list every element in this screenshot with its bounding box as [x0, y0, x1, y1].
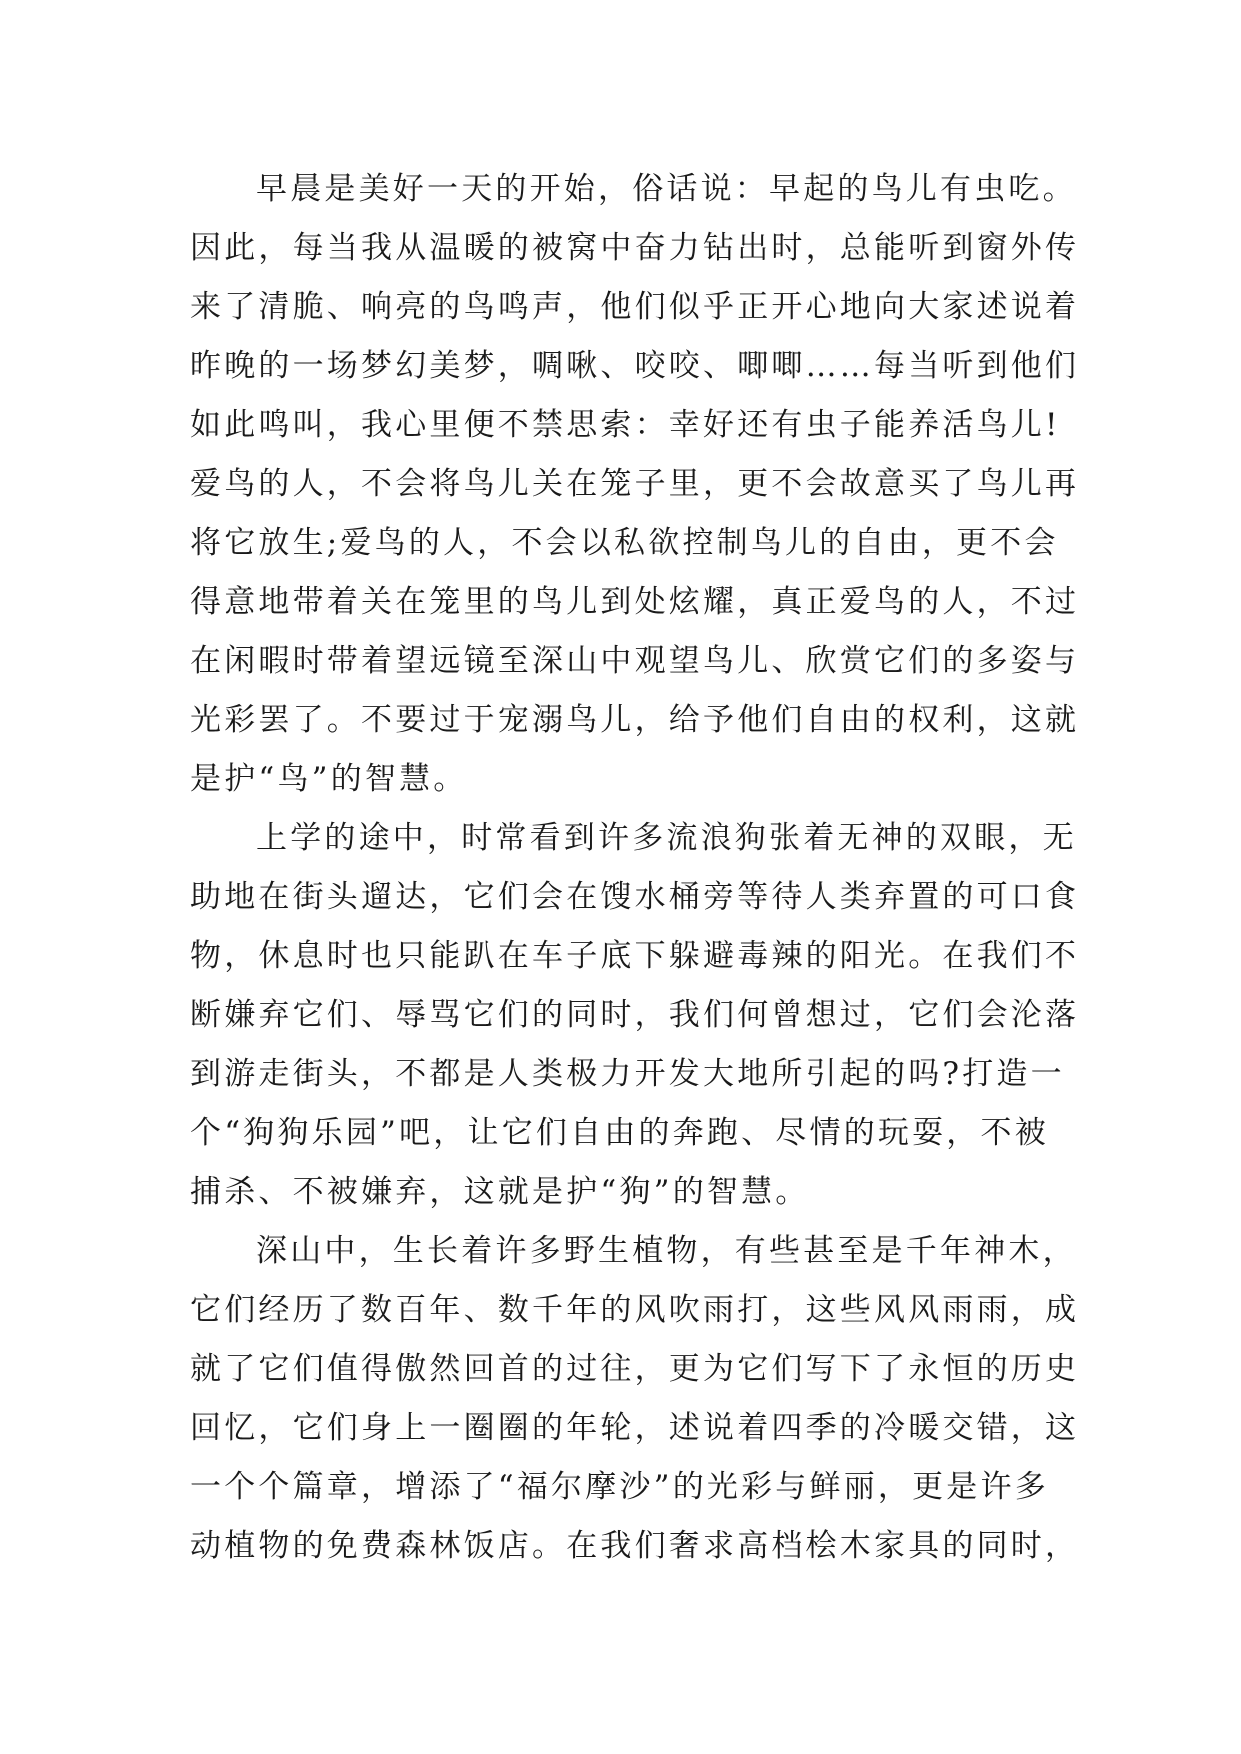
text-line: 回忆，它们身上一圈圈的年轮，述说着四季的冷暖交错，这: [190, 1410, 1080, 1446]
text-line: 物，休息时也只能趴在车子底下躲避毒辣的阳光。在我们不: [190, 938, 1080, 974]
text-line: 上学的途中，时常看到许多流浪狗张着无神的双眼，无: [256, 820, 1077, 856]
text-line: 动植物的免费森林饭店。在我们奢求高档桧木家具的同时，: [190, 1528, 1080, 1564]
text-line: 来了清脆、响亮的鸟鸣声，他们似乎正开心地向大家述说着: [190, 289, 1080, 325]
text-line: 到游走街头，不都是人类极力开发大地所引起的吗?打造一: [190, 1056, 1065, 1092]
text-line: 个“狗狗乐园”吧，让它们自由的奔跑、尽情的玩耍，不被: [190, 1115, 1049, 1151]
text-line: 捕杀、不被嫌弃，这就是护“狗”的智慧。: [190, 1174, 810, 1210]
text-line: 因此，每当我从温暖的被窝中奋力钻出时，总能听到窗外传: [190, 230, 1080, 266]
text-line: 光彩罢了。不要过于宠溺鸟儿，给予他们自由的权利，这就: [190, 702, 1080, 738]
text-line: 就了它们值得傲然回首的过往，更为它们写下了永恒的历史: [190, 1351, 1080, 1387]
paragraph-birds: [190, 160, 1080, 809]
text-line: 一个个篇章，增添了“福尔摩沙”的光彩与鲜丽，更是许多: [190, 1469, 1049, 1505]
text-line: 得意地带着关在笼里的鸟儿到处炫耀，真正爱鸟的人，不过: [190, 584, 1080, 620]
text-line: 爱鸟的人，不会将鸟儿关在笼子里，更不会故意买了鸟儿再: [190, 466, 1080, 502]
text-line: 深山中，生长着许多野生植物，有些甚至是千年神木，: [256, 1233, 1077, 1269]
document-body: [190, 160, 1080, 1576]
text-line: 它们经历了数百年、数千年的风吹雨打，这些风风雨雨，成: [190, 1292, 1080, 1328]
text-line: 昨晚的一场梦幻美梦，啁啾、咬咬、唧唧……每当听到他们: [190, 348, 1080, 384]
text-line: 是护“鸟”的智慧。: [190, 761, 468, 797]
text-line: 断嫌弃它们、辱骂它们的同时，我们何曾想过，它们会沦落: [190, 997, 1080, 1033]
paragraph-trees: [190, 1222, 1080, 1576]
text-line: 将它放生;爱鸟的人，不会以私欲控制鸟儿的自由，更不会: [190, 525, 1059, 561]
paragraph-dogs: [190, 809, 1080, 1222]
text-line: 在闲暇时带着望远镜至深山中观望鸟儿、欣赏它们的多姿与: [190, 643, 1080, 679]
text-line: 助地在街头遛达，它们会在馊水桶旁等待人类弃置的可口食: [190, 879, 1080, 915]
text-line: 早晨是美好一天的开始，俗话说：早起的鸟儿有虫吃。: [256, 171, 1077, 207]
text-line: 如此鸣叫，我心里便不禁思索：幸好还有虫子能养活鸟儿!: [190, 407, 1061, 443]
